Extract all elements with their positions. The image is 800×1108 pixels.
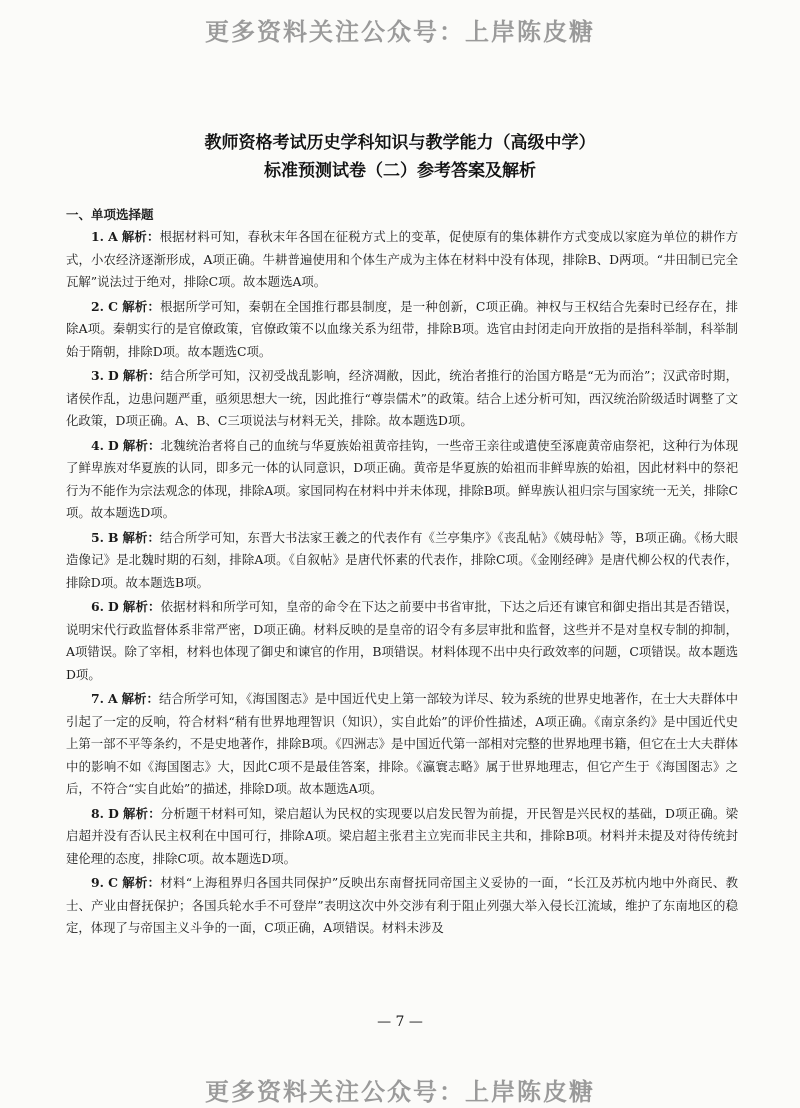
analysis-text: 根据所学可知，秦朝在全国推行郡县制度，是一种创新，C项正确。神权与王权结合先秦时已经存在，排除A项。秦朝实行的是官僚政策，官僚政策不以血缘关系为纽带，排除B项。选官由封闭走向开放指的是指科举制，科举制始于隋朝，排除D项。故本题选C项。 xyxy=(66,298,738,359)
analysis-label: 解析： xyxy=(122,529,161,545)
question-item xyxy=(66,596,738,686)
question-item xyxy=(66,803,738,871)
question-item xyxy=(66,527,738,595)
page-number: — 7 — xyxy=(377,1014,423,1030)
question-number: 4. xyxy=(91,437,104,453)
question-item xyxy=(66,872,738,940)
document-title: 教师资格考试历史学科知识与教学能力（高级中学） xyxy=(204,133,596,153)
question-answer: B xyxy=(107,529,119,545)
question-number: 3. xyxy=(91,368,104,383)
question-answer: A xyxy=(107,691,118,706)
analysis-text: 分析题干材料可知，梁启超认为民权的实现要以启发民智为前提，开民智是兴民权的基础，D项正确。梁启超并没有否认民主权利在中国可行，排除A项。梁启超主张君主立宪而非民主共和，排除B项。材料并未提及对待传统封建伦理的态度，排除C项。故本题选D项。 xyxy=(66,805,738,866)
watermark-top: 更多资料关注公众号：上岸陈皮糖 xyxy=(205,18,595,46)
analysis-label: 解析： xyxy=(122,368,161,383)
question-answer: D xyxy=(108,368,119,383)
question-answer: D xyxy=(108,437,119,453)
answer-list xyxy=(66,226,738,942)
analysis-label: 解析： xyxy=(121,229,160,244)
question-item xyxy=(66,226,738,294)
question-answer: D xyxy=(108,599,119,614)
question-item xyxy=(66,296,738,364)
question-number: 1. xyxy=(91,229,104,244)
question-number: 6. xyxy=(91,599,104,614)
analysis-text: 结合所学可知，东晋大书法家王羲之的代表作有《兰亭集序》《丧乱帖》《姨母帖》等，B项正确。《杨大眼造像记》是北魏时期的石刻，排除A项。《自叙帖》是唐代怀素的代表作，排除C项。《金刚经碑》是唐代柳公权的代表作，排除D项。故本题选B项。 xyxy=(66,529,738,590)
watermark-bottom: 更多资料关注公众号：上岸陈皮糖 xyxy=(205,1078,595,1106)
question-item xyxy=(66,435,738,525)
question-number: 2. xyxy=(91,298,104,314)
question-answer: D xyxy=(108,805,119,821)
question-number: 5. xyxy=(91,529,104,545)
question-number: 9. xyxy=(91,875,104,890)
analysis-text: 结合所学可知，汉初受战乱影响，经济凋敝，因此，统治者推行的治国方略是“无为而治”；汉武帝时期，诸侯作乱，边患问题严重，亟须思想大一统，因此推行“尊崇儒术”的政策。结合上述分析可知，西汉统治阶级适时调整了文化政策，D项正确。A、B、C三项说法与材料无关，排除。故本题选D项。 xyxy=(66,368,738,428)
question-answer: C xyxy=(108,298,118,314)
analysis-text: 根据材料可知，春秋末年各国在征税方式上的变革，促使原有的集体耕作方式变成以家庭为单位的耕作方式，小农经济逐渐形成，A项正确。牛耕普遍使用和个体生产成为主体在材料中没有体现，排除B、D两项。“井田制已完全瓦解”说法过于绝对，排除C项。故本题选A项。 xyxy=(66,229,739,289)
question-number: 7. xyxy=(91,691,104,706)
analysis-text: 依据材料和所学可知，皇帝的命令在下达之前要中书省审批，下达之后还有谏官和御史指出其是否错误，说明宋代行政监督体系非常严密，D项正确。材料反映的是皇帝的诏令有多层审批和监督，这些并不是对皇权专制的抑制，A项错误。除了宰相，材料也体现了御史和谏官的作用，B项错误。材料体现不出中央行政效率的问题，C项错误。故本题选D项。 xyxy=(66,599,738,682)
question-item xyxy=(66,688,738,801)
section-heading: 一、单项选择题 xyxy=(66,207,154,222)
question-answer: A xyxy=(108,229,118,244)
analysis-text: 北魏统治者将自己的血统与华夏族始祖黄帝挂钩，一些帝王亲往或遣使至涿鹿黄帝庙祭祀，这种行为体现了鲜卑族对华夏族的认同，即多元一体的认同意识，D项正确。黄帝是华夏族的始祖而非鲜卑族的始祖，因此材料中的祭祀行为不能作为宗法观念的体现，排除A项。家国同构在材料中并未体现，排除B项。鲜卑族认祖归宗与国家统一无关，排除C项。故本题选D项。 xyxy=(66,437,738,520)
document-subtitle: 标准预测试卷（二）参考答案及解析 xyxy=(264,161,536,181)
analysis-text: 材料“上海租界归各国共同保护”反映出东南督抚同帝国主义妥协的一面，“长江及苏杭内地中外商民、教士、产业由督抚保护；各国兵轮水手不可登岸”表明这次中外交涉有利于阻止列强大举入侵长江流域，维护了东南地区的稳定，体现了与帝国主义斗争的一面，C项正确，A项错误。材料未涉及 xyxy=(66,875,738,935)
analysis-label: 解析： xyxy=(121,691,159,706)
analysis-label: 解析： xyxy=(123,805,161,821)
question-answer: C xyxy=(108,875,119,890)
question-number: 8. xyxy=(91,805,104,821)
analysis-label: 解析： xyxy=(122,298,161,314)
question-item xyxy=(66,365,738,433)
analysis-label: 解析： xyxy=(122,599,161,614)
analysis-label: 解析： xyxy=(122,437,161,453)
analysis-label: 解析： xyxy=(122,875,161,890)
analysis-text: 结合所学可知，《海国图志》是中国近代史上第一部较为详尽、较为系统的世界史地著作，在士大夫群体中引起了一定的反响，符合材料“稍有世界地理智识（知识），实自此始”的评价性描述，A项正确。《南京条约》是中国近代史上第一部不平等条约，不是史地著作，排除B项。《四洲志》是中国近代第一部相对完整的世界地理书籍，但它在士大夫群体中的影响不如《海国图志》大，因此C项不是最佳答案，排除。《瀛寰志略》属于世界地理志，但它产生于《海国图志》之后，不符合“实自此始”的描述，排除D项。故本题选A项。 xyxy=(66,691,738,796)
